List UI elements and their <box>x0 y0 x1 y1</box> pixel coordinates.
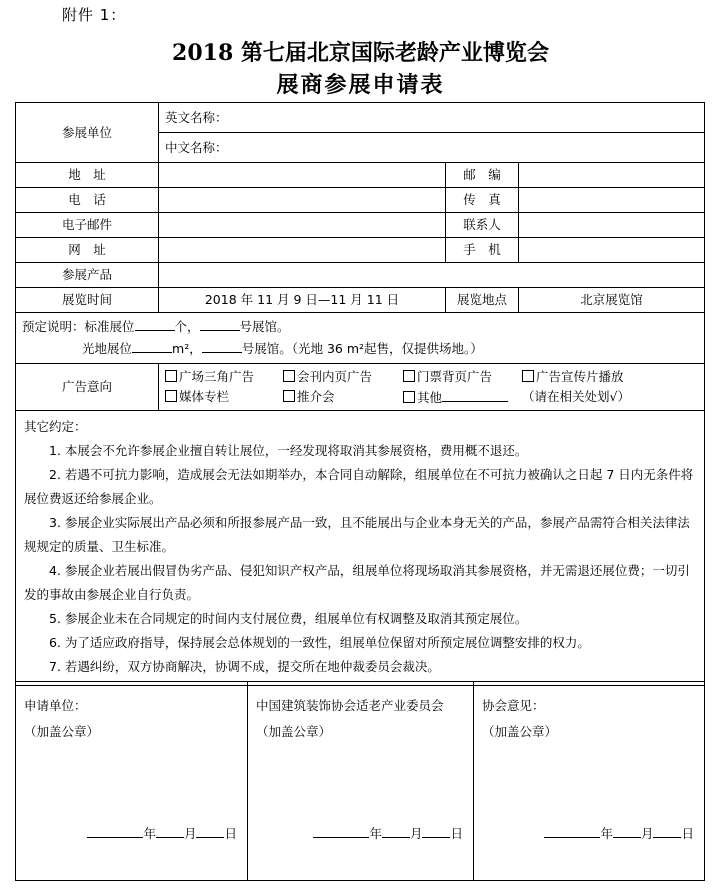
venue-value: 北京展览馆 <box>519 288 705 313</box>
checkbox-icon[interactable] <box>283 390 295 402</box>
chinese-name-label: 中文名称： <box>165 139 228 155</box>
term-item: 3. 参展企业实际展出产品必须和所报参展产品一致，且不能展出与企业本身无关的产品，参展产品需符合相关法律法规规定的质量、卫生标准。 <box>24 515 690 554</box>
website-label: 网 址 <box>16 238 159 263</box>
website-field[interactable] <box>159 238 446 263</box>
committee-signature-cell[interactable] <box>248 682 474 881</box>
term-item: 5. 参展企业未在合同规定的时间内支付展位费，组展单位有权调整及取消其预定展位。 <box>49 611 528 626</box>
mobile-label: 手 机 <box>446 238 519 263</box>
raw-space-area-blank[interactable] <box>132 340 172 353</box>
ad-option-media[interactable]: 媒体专栏 <box>165 389 283 406</box>
phone-label: 电 话 <box>16 188 159 213</box>
ad-options <box>159 364 705 411</box>
address-field[interactable] <box>159 163 446 188</box>
checkbox-icon[interactable] <box>403 370 415 382</box>
stamp-note: （加盖公章） <box>24 724 100 739</box>
ad-option-other[interactable]: 其他 <box>403 389 522 406</box>
checkbox-icon[interactable] <box>522 370 534 382</box>
english-name-label: 英文名称： <box>165 109 228 125</box>
terms-heading: 其它约定： <box>24 419 87 434</box>
checkbox-icon[interactable] <box>403 391 415 403</box>
date-line: 年 月 日 <box>87 824 237 842</box>
contact-person-field[interactable] <box>519 213 705 238</box>
exhibition-time-label: 展览时间 <box>16 288 159 313</box>
document-title: 2018 第七届北京国际老龄产业博览会 <box>172 40 549 66</box>
venue-label: 展览地点 <box>446 288 519 313</box>
checkbox-icon[interactable] <box>165 370 177 382</box>
signature-table <box>15 681 705 881</box>
terms-section <box>16 411 705 686</box>
ad-intent-label: 广告意向 <box>16 364 159 411</box>
standard-hall-blank[interactable] <box>200 318 240 331</box>
standard-count-blank[interactable] <box>135 318 175 331</box>
fax-field[interactable] <box>519 188 705 213</box>
exhibitor-label: 参展单位 <box>16 103 159 163</box>
contact-person-label: 联系人 <box>446 213 519 238</box>
product-label: 参展产品 <box>16 263 159 288</box>
term-item: 6. 为了适应政府指导，保持展会总体规划的一致性，组展单位保留对所预定展位调整安排的权力。 <box>49 635 590 650</box>
ad-option-catalogue[interactable]: 会刊内页广告 <box>283 369 403 385</box>
date-line: 年 月 日 <box>313 824 463 842</box>
term-item: 1. 本展会不允许参展企业擅自转让展位，一经发现将取消其参展资格，费用概不退还。 <box>49 443 528 458</box>
ad-option-promotion[interactable]: 推介会 <box>283 389 403 406</box>
term-item: 2. 若遇不可抗力影响，造成展会无法如期举办，本合同自动解除，组展单位在不可抗力被确认之日起 7 日内无条件将展位费返还给参展企业。 <box>24 467 694 506</box>
booking-raw-space-label: 光地展位 <box>82 341 133 356</box>
exhibition-time-value: 2018 年 11 月 9 日—11 月 11 日 <box>159 288 446 313</box>
date-line: 年 月 日 <box>544 824 694 842</box>
form-title: 展商参展申请表 <box>276 72 445 98</box>
booking-hall-label: 号展馆。 <box>239 319 290 334</box>
phone-field[interactable] <box>159 188 446 213</box>
mobile-field[interactable] <box>519 238 705 263</box>
booking-standard-label: 预定说明：标准展位 <box>22 319 135 334</box>
committee-label: 中国建筑装饰协会适老产业委员会 <box>256 698 444 713</box>
ad-option-plaza[interactable]: 广场三角广告 <box>165 369 283 385</box>
email-field[interactable] <box>159 213 446 238</box>
stamp-note: （加盖公章） <box>482 724 558 739</box>
other-blank[interactable] <box>442 389 508 402</box>
product-field[interactable] <box>159 263 705 288</box>
application-table <box>15 102 705 686</box>
address-label: 地 址 <box>16 163 159 188</box>
postcode-label: 邮 编 <box>446 163 519 188</box>
checkbox-icon[interactable] <box>283 370 295 382</box>
chinese-name-field[interactable] <box>159 133 705 163</box>
applicant-signature-cell[interactable] <box>16 682 248 881</box>
term-item: 7. 若遇纠纷，双方协商解决，协调不成，提交所在地仲裁委员会裁决。 <box>49 659 440 674</box>
attachment-label: 附件 1： <box>62 6 127 24</box>
raw-space-hall-blank[interactable] <box>202 340 242 353</box>
association-opinion-cell[interactable] <box>474 682 705 881</box>
ad-note: （请在相关处划√） <box>522 388 630 404</box>
english-name-field[interactable] <box>159 103 705 133</box>
term-item: 4. 参展企业若展出假冒伪劣产品、侵犯知识产权产品，组展单位将现场取消其参展资格，并无需退还展位费；一切引发的事故由参展企业自行负责。 <box>24 563 690 602</box>
booking-section <box>16 313 705 364</box>
stamp-note: （加盖公章） <box>256 724 332 739</box>
checkbox-icon[interactable] <box>165 390 177 402</box>
booking-unit-label: 个， <box>174 319 200 334</box>
fax-label: 传 真 <box>446 188 519 213</box>
booking-raw-note: 号展馆。（光地 36 m²起售，仅提供场地。） <box>241 341 483 356</box>
applicant-label: 申请单位： <box>24 698 87 713</box>
ad-option-ticket[interactable]: 门票背页广告 <box>403 369 522 385</box>
ad-option-video[interactable]: 广告宣传片播放 <box>522 369 698 385</box>
association-label: 协会意见： <box>482 698 545 713</box>
booking-area-unit: m²， <box>172 341 202 356</box>
email-label: 电子邮件 <box>16 213 159 238</box>
postcode-field[interactable] <box>519 163 705 188</box>
